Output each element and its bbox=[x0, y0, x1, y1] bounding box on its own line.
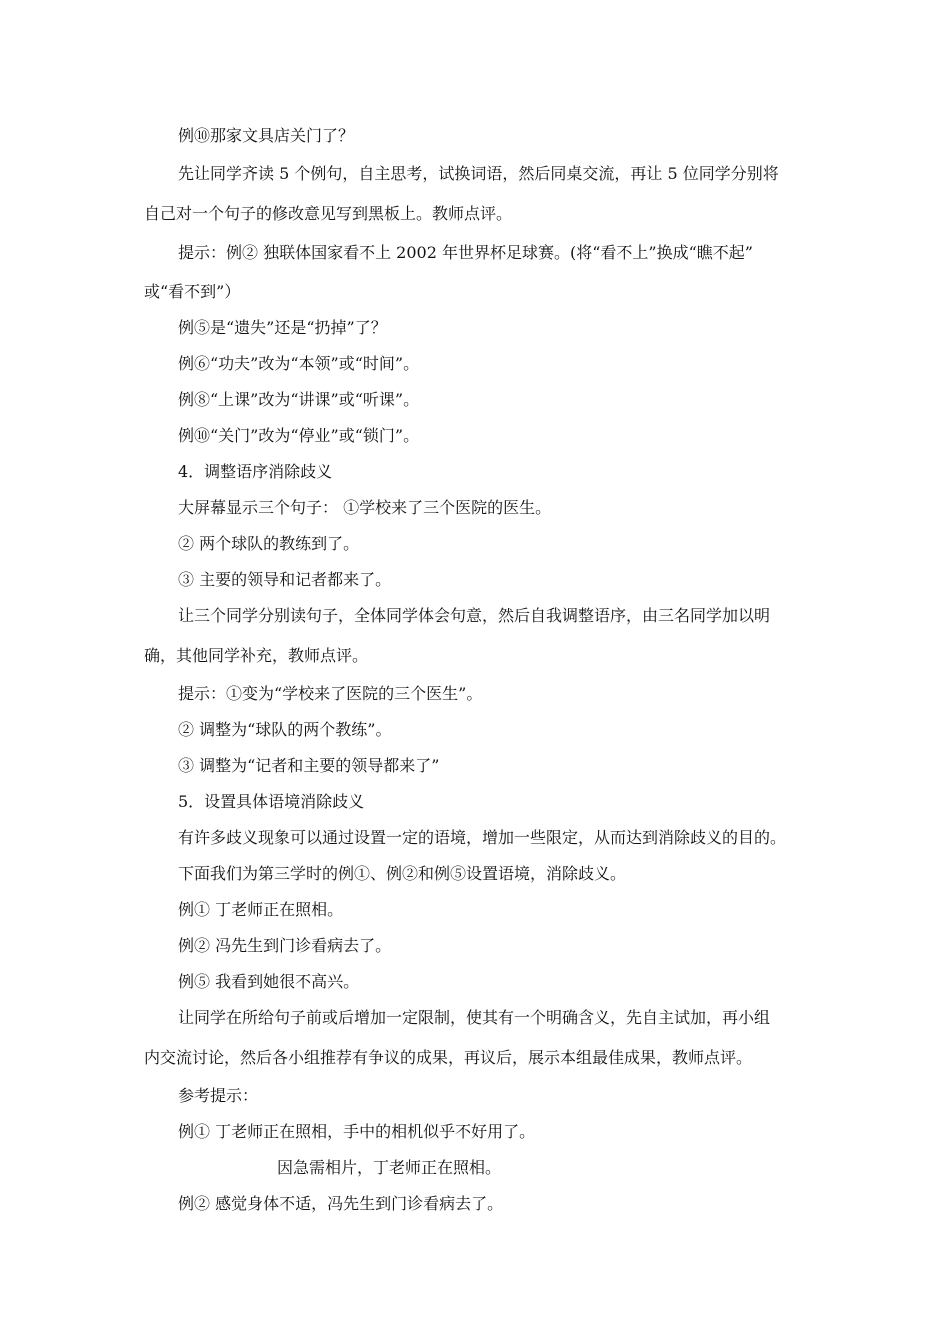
example-10-sentence: 例⑩那家文具店关门了？ bbox=[178, 126, 355, 145]
paragraph-line: 内交流讨论，然后各小组推荐有争议的成果，再议后，展示本组最佳成果，教师点评。 bbox=[144, 1048, 753, 1067]
hint-example-line: 例⑧“上课”改为“讲课”或“听课”。 bbox=[178, 390, 420, 409]
reference-hint-label: 参考提示： bbox=[178, 1086, 259, 1105]
example-line: 因急需相片，丁老师正在照相。 bbox=[277, 1158, 502, 1177]
paragraph-line: 确，其他同学补充，教师点评。 bbox=[144, 646, 369, 665]
example-line: 例① 丁老师正在照相，手中的相机似乎不好用了。 bbox=[178, 1122, 536, 1141]
hint-example-line: 例⑥“功夫”改为“本领”或“时间”。 bbox=[178, 354, 420, 373]
list-item: ② 调整为“球队的两个教练”。 bbox=[178, 720, 392, 739]
paragraph-line: 下面我们为第三学时的例①、例②和例⑤设置语境，消除歧义。 bbox=[178, 864, 627, 883]
hint-example-line: 例⑩“关门”改为“停业”或“锁门”。 bbox=[178, 426, 420, 445]
section-heading-4: 4．调整语序消除歧义 bbox=[178, 462, 333, 481]
paragraph-line: 先让同学齐读 5 个例句，自主思考，试换词语，然后同桌交流，再让 5 位同学分别将 bbox=[178, 164, 779, 183]
paragraph-line: 自己对一个句子的修改意见写到黑板上。教师点评。 bbox=[144, 204, 513, 223]
list-item: ③ 主要的领导和记者都来了。 bbox=[178, 570, 392, 589]
list-item: ③ 调整为“记者和主要的领导都来了” bbox=[178, 756, 440, 775]
example-line: 例② 感觉身体不适，冯先生到门诊看病去了。 bbox=[178, 1194, 504, 1213]
list-item: ② 两个球队的教练到了。 bbox=[178, 534, 360, 553]
example-line: 例① 丁老师正在照相。 bbox=[178, 900, 344, 919]
paragraph-line: 让三个同学分别读句子，全体同学体会句意，然后自我调整语序，由三名同学加以明 bbox=[178, 606, 771, 625]
hint-line: 或“看不到”） bbox=[144, 282, 241, 301]
section-heading-5: 5．设置具体语境消除歧义 bbox=[178, 792, 365, 811]
hint-line: 提示：例② 独联体国家看不上 2002 年世界杯足球赛。(将“看不上”换成“瞧不起” bbox=[178, 243, 753, 262]
paragraph-line: 让同学在所给句子前或后增加一定限制，使其有一个明确含义，先自主试加，再小组 bbox=[178, 1008, 771, 1027]
paragraph-line: 有许多歧义现象可以通过设置一定的语境，增加一些限定，从而达到消除歧义的目的。 bbox=[178, 828, 787, 847]
example-line: 例⑤ 我看到她很不高兴。 bbox=[178, 972, 360, 991]
hint-example-line: 例⑤是“遗失”还是“扔掉”了？ bbox=[178, 318, 387, 337]
example-line: 例② 冯先生到门诊看病去了。 bbox=[178, 936, 392, 955]
hint-line: 提示：①变为“学校来了医院的三个医生”。 bbox=[178, 684, 483, 703]
paragraph-line: 大屏幕显示三个句子： ①学校来了三个医院的医生。 bbox=[178, 498, 552, 517]
